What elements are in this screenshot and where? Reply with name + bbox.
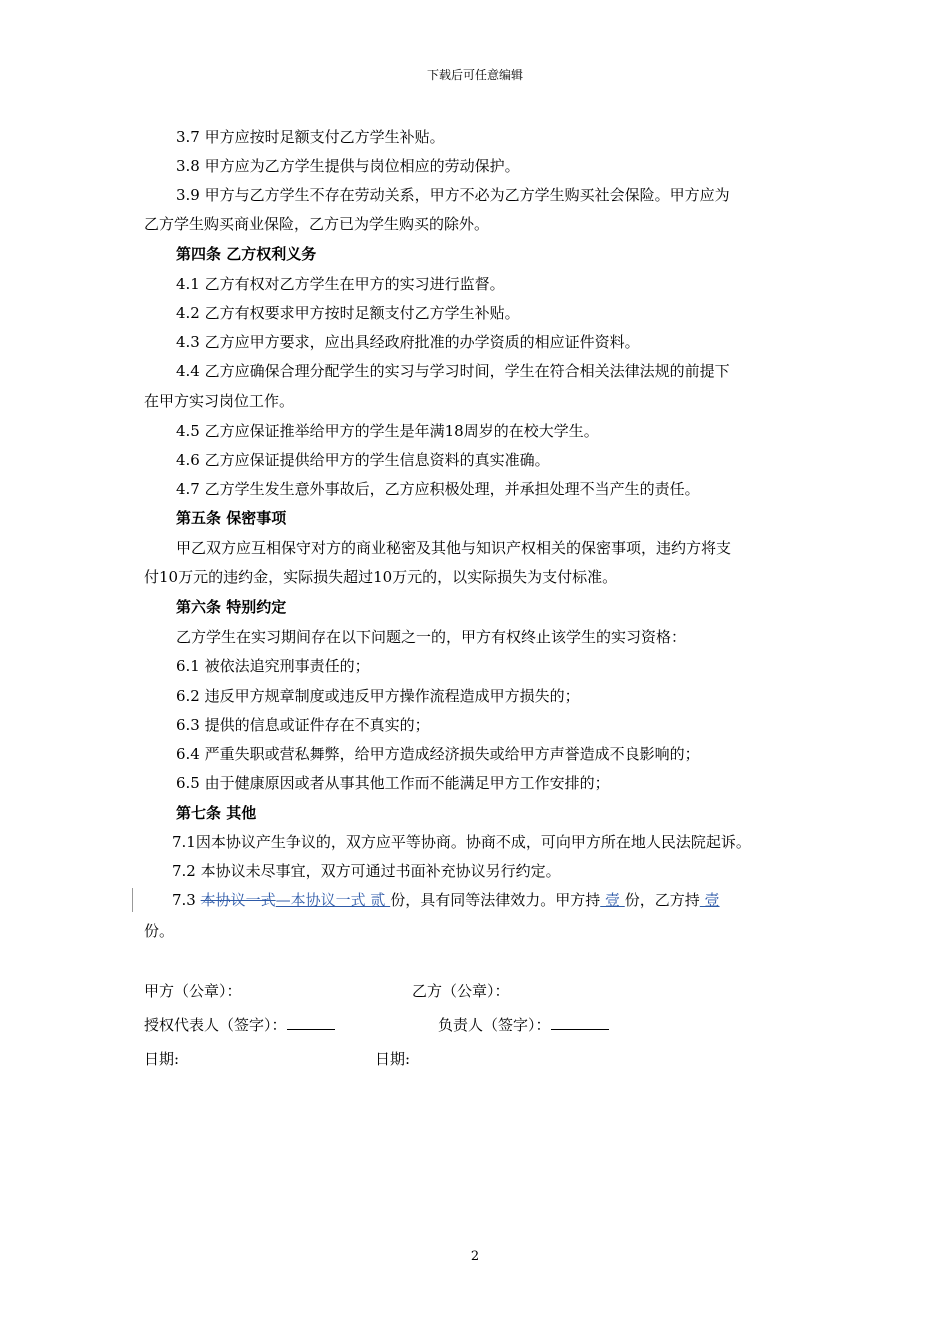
- party-a-seal: 甲方（公章）：: [144, 982, 242, 1000]
- clause-7-3-text-2: 份，乙方持: [624, 891, 700, 909]
- article-7-heading: 第七条 其他: [176, 804, 257, 822]
- party-b-seal: 乙方（公章）：: [412, 982, 510, 1000]
- inserted-copies-b: 壹: [699, 891, 720, 909]
- revision-bar: [132, 888, 133, 912]
- clause-7-3-text: 份，具有同等法律效力。甲方持: [390, 891, 601, 909]
- page-number: 2: [470, 1249, 480, 1264]
- clause-3-7: 3.7 甲方应按时足额支付乙方学生补贴。: [176, 128, 445, 146]
- clause-4-3: 4.3 乙方应甲方要求，应出具经政府批准的办学资质的相应证件资料。: [176, 333, 640, 351]
- page-header: 下载后可任意编辑: [426, 68, 523, 82]
- clause-6-3: 6.3 提供的信息或证件存在不真实的；: [176, 716, 430, 734]
- clause-3-9-cont: 乙方学生购买商业保险，乙方已为学生购买的除外。: [144, 215, 490, 233]
- clause-7-3: [172, 890, 720, 910]
- party-b-signature-line: [551, 1015, 609, 1030]
- party-a-rep-row: [144, 1015, 335, 1035]
- clause-5-cont: 付10万元的违约金，实际损失超过10万元的，以实际损失为支付标准。: [144, 568, 618, 586]
- clause-7-2: 7.2 本协议未尽事宜，双方可通过书面补充协议另行约定。: [172, 862, 561, 880]
- clause-7-1: 7.1因本协议产生争议的，双方应平等协商。协商不成，可向甲方所在地人民法院起诉。: [172, 833, 751, 851]
- article-5-heading: 第五条 保密事项: [176, 509, 287, 527]
- inserted-copies-a: 壹: [600, 891, 625, 909]
- clause-6-1: 6.1 被依法追究刑事责任的；: [176, 657, 370, 675]
- party-b-rep-label: 负责人（签字）：: [438, 1016, 551, 1034]
- party-b-rep-row: [438, 1015, 609, 1035]
- inserted-text: —本协议一式 贰: [275, 891, 391, 909]
- party-a-signature-line: [287, 1015, 335, 1030]
- clause-6-2: 6.2 违反甲方规章制度或违反甲方操作流程造成甲方损失的；: [176, 687, 580, 705]
- clause-7-3-end: 份。: [144, 922, 175, 940]
- clause-4-7: 4.7 乙方学生发生意外事故后，乙方应积极处理，并承担处理不当产生的责任。: [176, 480, 700, 498]
- clause-6-5: 6.5 由于健康原因或者从事其他工作而不能满足甲方工作安排的；: [176, 774, 610, 792]
- deleted-text: 本协议一式: [200, 891, 276, 909]
- clause-5: 甲乙双方应互相保守对方的商业秘密及其他与知识产权相关的保密事项，违约方将支: [176, 539, 732, 557]
- party-a-date: 日期:: [144, 1050, 180, 1068]
- clause-4-5: 4.5 乙方应保证推举给甲方的学生是年满18周岁的在校大学生。: [176, 422, 599, 440]
- clause-3-8: 3.8 甲方应为乙方学生提供与岗位相应的劳动保护。: [176, 157, 520, 175]
- party-b-date: 日期:: [375, 1050, 411, 1068]
- article-4-heading: 第四条 乙方权利义务: [176, 245, 317, 263]
- clause-6-4: 6.4 严重失职或营私舞弊，给甲方造成经济损失或给甲方声誉造成不良影响的；: [176, 745, 700, 763]
- clause-4-6: 4.6 乙方应保证提供给甲方的学生信息资料的真实准确。: [176, 451, 550, 469]
- clause-4-1: 4.1 乙方有权对乙方学生在甲方的实习进行监督。: [176, 275, 505, 293]
- party-a-rep-label: 授权代表人（签字）：: [144, 1016, 287, 1034]
- clause-4-4-cont: 在甲方实习岗位工作。: [144, 392, 295, 410]
- article-6-heading: 第六条 特别约定: [176, 598, 287, 616]
- clause-6-intro: 乙方学生在实习期间存在以下问题之一的，甲方有权终止该学生的实习资格：: [176, 628, 687, 646]
- clause-4-2: 4.2 乙方有权要求甲方按时足额支付乙方学生补贴。: [176, 304, 520, 322]
- clause-7-3-number: 7.3: [172, 891, 201, 909]
- clause-3-9: 3.9 甲方与乙方学生不存在劳动关系，甲方不必为乙方学生购买社会保险。甲方应为: [176, 186, 730, 204]
- clause-4-4: 4.4 乙方应确保合理分配学生的实习与学习时间，学生在符合相关法律法规的前提下: [176, 362, 730, 380]
